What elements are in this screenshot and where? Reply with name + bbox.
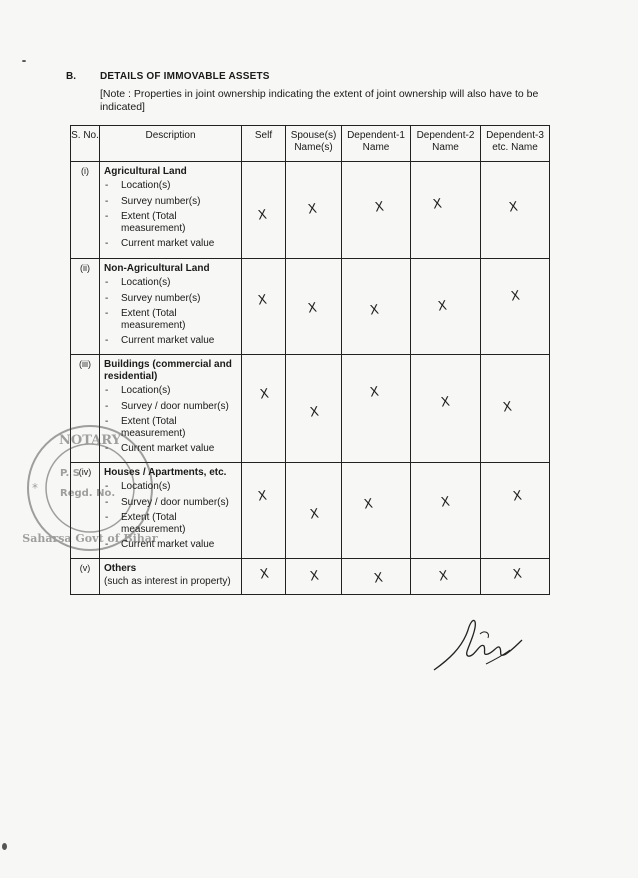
cross-mark: X [368, 384, 380, 401]
cross-mark: X [256, 292, 268, 309]
immovable-assets-table [70, 125, 550, 595]
table-row [71, 463, 550, 559]
table-header-row [71, 126, 550, 162]
table-row [71, 259, 550, 355]
cross-mark: X [373, 199, 385, 216]
spouse-cell [286, 463, 342, 559]
cross-mark: X [258, 386, 270, 403]
row-description [100, 559, 242, 595]
self-cell [242, 559, 286, 595]
row-category: Non-Agricultural Land [104, 263, 210, 274]
cross-mark: X [258, 566, 270, 583]
header-sno: S. No. [71, 126, 100, 162]
dependent-1-cell [342, 259, 411, 355]
list-item: - Survey / door number(s) [104, 401, 238, 413]
row-category: Others [104, 563, 137, 574]
cross-mark: X [507, 199, 519, 216]
dependent-1-cell [342, 559, 411, 595]
section-letter: B. [66, 71, 76, 82]
scan-speck [22, 60, 26, 62]
cross-mark: X [439, 494, 451, 511]
row-description [100, 463, 242, 559]
spouse-cell [286, 259, 342, 355]
list-item: - Current market value [104, 238, 238, 250]
list-item: - Current market value [104, 539, 238, 551]
spouse-cell [286, 162, 342, 259]
section-title: DETAILS OF IMMOVABLE ASSETS [100, 71, 270, 82]
cross-mark: X [306, 201, 318, 218]
spouse-cell [286, 559, 342, 595]
self-cell [242, 259, 286, 355]
list-item: - Location(s) [104, 180, 238, 192]
header-self: Self [242, 126, 286, 162]
row-category: Buildings (commercial and residential) [104, 359, 232, 382]
self-cell [242, 463, 286, 559]
dependent-2-cell [411, 559, 481, 595]
stamp-star: * [32, 481, 38, 495]
dependent-3-cell [481, 259, 550, 355]
dependent-2-cell [411, 259, 481, 355]
cross-mark: X [308, 506, 320, 523]
list-item: - Location(s) [104, 385, 238, 397]
list-item: - Survey number(s) [104, 196, 238, 208]
cross-mark: X [511, 566, 523, 583]
dependent-3-cell [481, 162, 550, 259]
header-dependent-3: Dependent-3 etc. Name [481, 126, 550, 162]
list-item: - Current market value [104, 335, 238, 347]
dependent-2-cell [411, 463, 481, 559]
self-cell [242, 162, 286, 259]
list-item: - Extent (Total measurement) [104, 211, 238, 234]
cross-mark: X [256, 488, 268, 505]
row-category: Houses / Apartments, etc. [104, 467, 227, 478]
header-description: Description [100, 126, 242, 162]
cross-mark: X [368, 302, 380, 319]
header-dependent-1: Dependent-1 Name [342, 126, 411, 162]
cross-mark: X [431, 196, 443, 213]
header-dependent-2: Dependent-2 Name [411, 126, 481, 162]
dependent-1-cell [342, 162, 411, 259]
handwritten-signature [428, 610, 528, 680]
scan-speck [2, 843, 7, 850]
list-item: - Current market value [104, 443, 238, 455]
row-sno: (iii) [71, 355, 100, 463]
row-sno: (v) [71, 559, 100, 595]
cross-mark: X [501, 399, 513, 416]
row-category: Agricultural Land [104, 166, 187, 177]
cross-mark: X [306, 300, 318, 317]
cross-mark: X [439, 394, 451, 411]
row-description [100, 162, 242, 259]
cross-mark: X [437, 568, 449, 585]
section-note: [Note : Properties in joint ownership indicating the extent of joint ownership will also have to be indicated] [100, 88, 539, 113]
dependent-2-cell [411, 162, 481, 259]
row-subtext: (such as interest in property) [104, 576, 231, 587]
table-row [71, 559, 550, 595]
stamp-text-middle: P. S [60, 468, 80, 479]
cross-mark: X [256, 207, 268, 224]
cross-mark: X [308, 568, 320, 585]
list-item: - Location(s) [104, 481, 238, 493]
list-item: - Extent (Total measurement) [104, 416, 238, 439]
cross-mark: X [308, 404, 320, 421]
cross-mark: X [509, 288, 521, 305]
table-row [71, 355, 550, 463]
row-sno: (ii) [71, 259, 100, 355]
dependent-2-cell [411, 355, 481, 463]
dependent-1-cell [342, 355, 411, 463]
row-sno: (i) [71, 162, 100, 259]
cross-mark: X [436, 298, 448, 315]
stamp-text-bottom: Saharsa Govt of Bihar [22, 532, 158, 545]
cross-mark: X [511, 488, 523, 505]
cross-mark: X [362, 496, 374, 513]
spouse-cell [286, 355, 342, 463]
list-item: - Extent (Total measurement) [104, 308, 238, 331]
row-description [100, 259, 242, 355]
self-cell [242, 355, 286, 463]
stamp-text-reg: Regd. No. [60, 488, 116, 499]
list-item: - Location(s) [104, 277, 238, 289]
list-item: - Extent (Total measurement) [104, 512, 238, 535]
list-item: - Survey / door number(s) [104, 497, 238, 509]
stamp-text-top: NOTARY [59, 433, 121, 448]
header-spouse: Spouse(s) Name(s) [286, 126, 342, 162]
dependent-3-cell [481, 463, 550, 559]
list-item: - Survey number(s) [104, 293, 238, 305]
row-description [100, 355, 242, 463]
table-row [71, 162, 550, 259]
row-sno: (iv) [71, 463, 100, 559]
dependent-3-cell [481, 559, 550, 595]
cross-mark: X [372, 570, 384, 587]
dependent-3-cell [481, 355, 550, 463]
dependent-1-cell [342, 463, 411, 559]
